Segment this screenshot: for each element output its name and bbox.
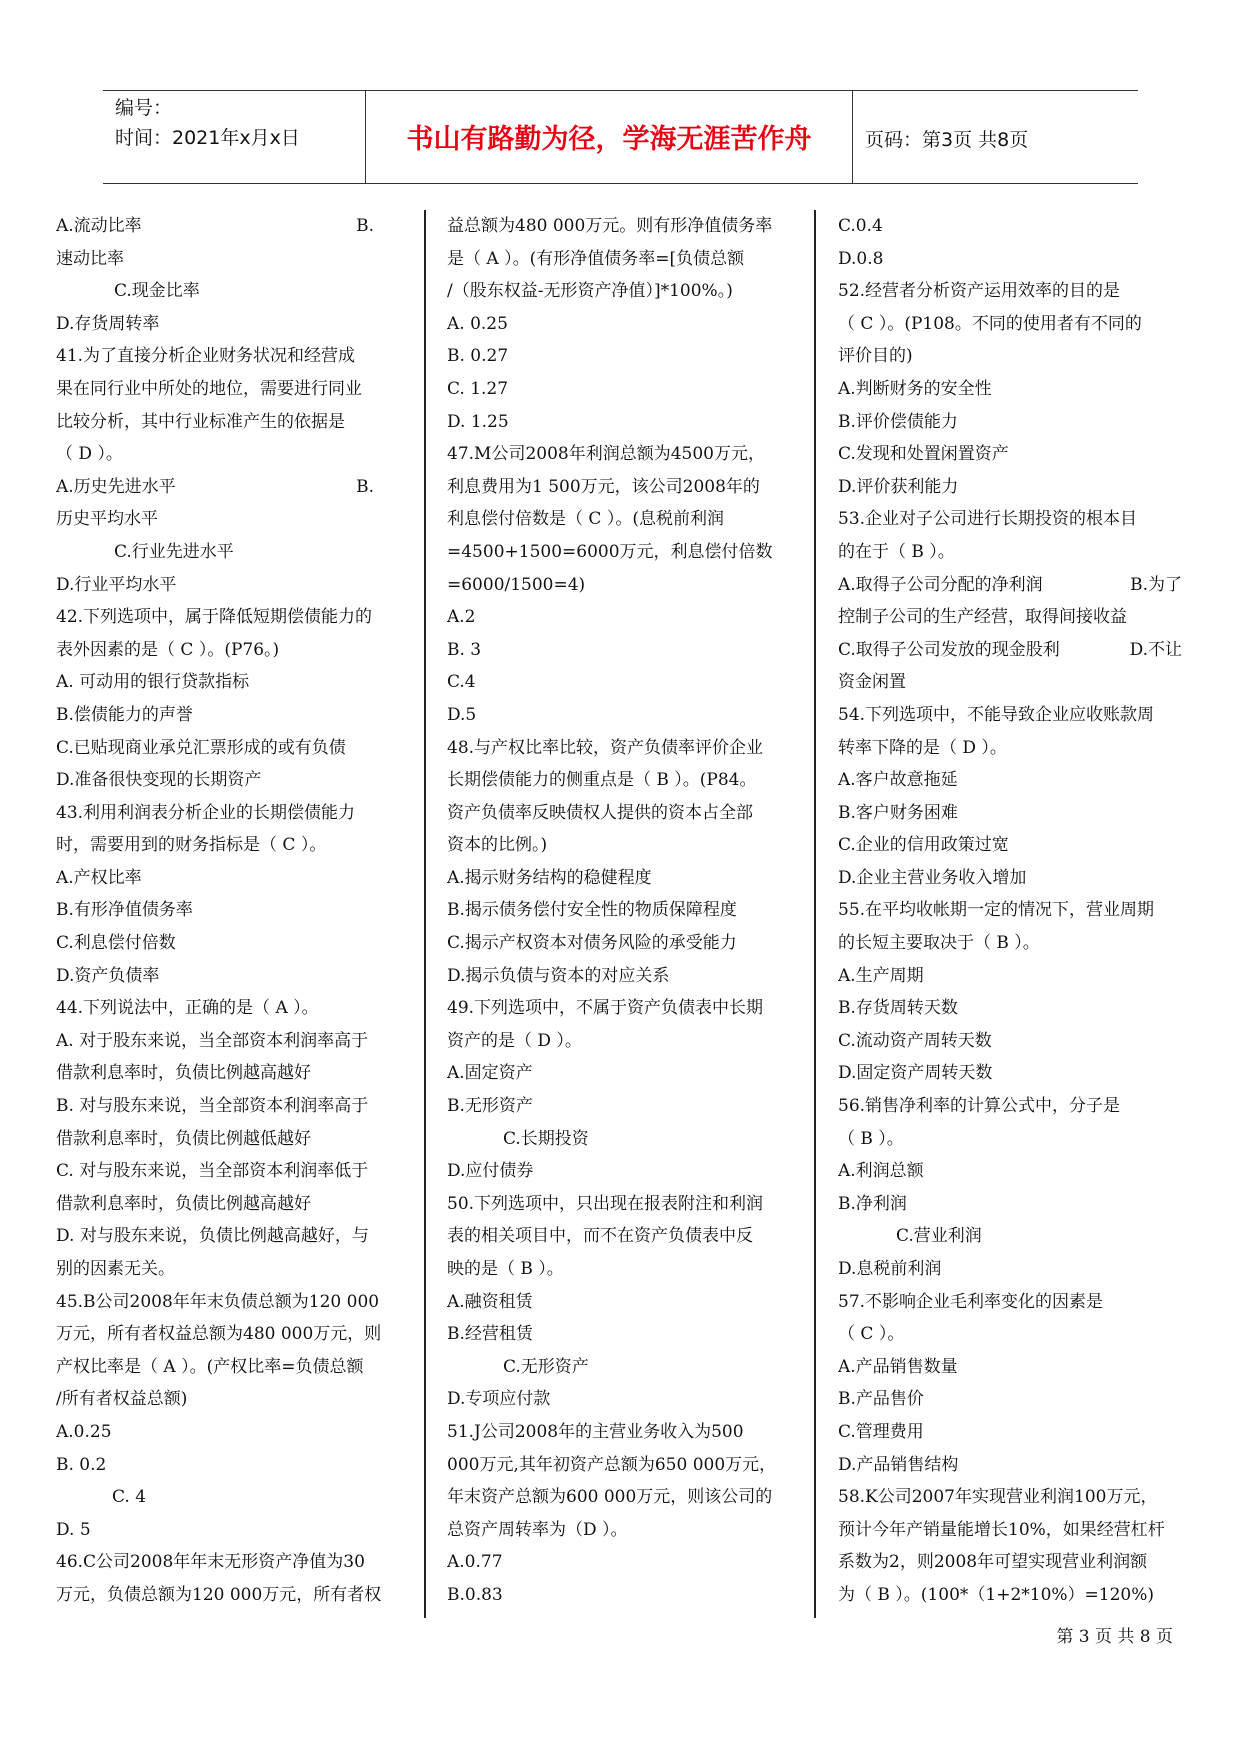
option-line: B.客户财务困难 <box>838 802 958 823</box>
question-line: =6000/1500=4) <box>447 574 586 595</box>
question-line: 42.下列选项中，属于降低短期偿债能力的 <box>56 607 373 628</box>
question-line: 映的是（ B ）。 <box>447 1259 564 1279</box>
question-line: 时，需要用到的财务指标是（ C ）。 <box>56 835 327 856</box>
question-line: 产权比率是（ A ）。(产权比率=负债总额 <box>56 1356 364 1377</box>
option-line: 别的因素无关。 <box>56 1259 175 1279</box>
question-line: 的在于（ B ）。 <box>838 541 955 562</box>
question-line: 果在同行业中所处的地位，需要进行同业 <box>56 378 362 399</box>
header-motto-cell <box>365 91 853 183</box>
option-line: A. 可动用的银行贷款指标 <box>56 672 250 693</box>
option-line: B.无形资产 <box>447 1096 533 1117</box>
question-line: 58.K公司2007年实现营业利润100万元， <box>838 1487 1158 1508</box>
question-line: 年末资产总额为600 000万元，则该公司的 <box>447 1487 773 1508</box>
question-line: 利息费用为1 500万元，该公司2008年的 <box>447 476 760 497</box>
question-line: 46.C公司2008年年末无形资产净值为30 <box>56 1552 365 1573</box>
option-line: C.企业的信用政策过宽 <box>838 835 1009 856</box>
question-line: 表外因素的是（ C ）。(P76。) <box>56 639 280 660</box>
question-line: 表的相关项目中，而不在资产负债表中反 <box>447 1226 753 1247</box>
option-line: B.偿债能力的声誉 <box>56 704 193 725</box>
option-line: A. 对于股东来说，当全部资本利润率高于 <box>56 1030 369 1051</box>
option-line: B.净利润 <box>838 1193 907 1214</box>
option-line: B.揭示债务偿付安全性的物质保障程度 <box>447 900 737 921</box>
option-line: C.管理费用 <box>838 1421 924 1442</box>
option-line: 历史平均水平 <box>56 509 158 530</box>
option-line: C.揭示产权资本对债务风险的承受能力 <box>447 933 737 954</box>
question-line: 预计今年产销量能增长10%，如果经营杠杆 <box>838 1519 1165 1540</box>
question-line: 是（ A ）。(有形净值债务率=[负债总额 <box>447 248 745 269</box>
option-line: B.产品售价 <box>838 1389 924 1410</box>
option-line: B.存货周转天数 <box>838 998 958 1019</box>
option-line: B. 对与股东来说，当全部资本利润率高于 <box>56 1096 369 1117</box>
question-line: 50.下列选项中，只出现在报表附注和利润 <box>447 1193 764 1214</box>
question-line: 为（ B ）。(100*（1+2*10%）=120%) <box>838 1584 1155 1605</box>
page-footer: 第 3 页 共 8 页 <box>1056 1627 1173 1647</box>
question-line: （ C ）。(P108。不同的使用者有不同的 <box>838 313 1142 334</box>
question-line: 51.J公司2008年的主营业务收入为500 <box>447 1421 744 1442</box>
option-line: C.利息偿付倍数 <box>56 933 176 954</box>
question-line: 55.在平均收帐期一定的情况下，营业周期 <box>838 900 1155 921</box>
question-line: 益总额为480 000万元。则有形净值债务率 <box>447 216 773 236</box>
option-line: 借款利息率时，负债比例越高越好 <box>56 1063 311 1084</box>
option-line: C.已贴现商业承兑汇票形成的或有负债 <box>56 737 346 758</box>
option-line: A. 0.25 <box>447 313 508 334</box>
question-line: 41.为了直接分析企业财务状况和经营成 <box>56 346 356 367</box>
option-line: C.无形资产 <box>503 1356 589 1377</box>
header-page-cell <box>853 91 1138 183</box>
question-line: =4500+1500=6000万元，利息偿付倍数 <box>447 541 773 562</box>
option-line: B. 0.27 <box>447 346 509 367</box>
option-line: A.产品销售数量 <box>838 1356 958 1377</box>
option-line: 资金闲置 <box>838 672 906 693</box>
option-line: D.揭示负债与资本的对应关系 <box>447 965 670 986</box>
question-line: 48.与产权比率比较，资产负债率评价企业 <box>447 737 764 758</box>
column-right <box>838 210 1192 1616</box>
question-line: 总资产周转率为（D ）。 <box>447 1519 628 1540</box>
question-line: 利息偿付倍数是（ C ）。(息税前利润 <box>447 509 724 530</box>
question-line: 资本的比例。) <box>447 835 548 856</box>
option-line: A.2 <box>447 607 476 628</box>
option-line: C.流动资产周转天数 <box>838 1030 992 1051</box>
option-line: C.营业利润 <box>896 1226 982 1247</box>
question-line: 56.销售净利率的计算公式中，分子是 <box>838 1096 1121 1117</box>
option-line: A.取得子公司分配的净利润 B.为了 <box>838 574 1182 595</box>
question-line: 评价目的) <box>838 346 913 367</box>
option-line: 借款利息率时，负债比例越低越好 <box>56 1128 311 1149</box>
column-left <box>56 210 410 1616</box>
option-line: C.发现和处置闲置资产 <box>838 444 1009 465</box>
option-line: 借款利息率时，负债比例越高越好 <box>56 1193 311 1214</box>
header-meta <box>103 91 365 183</box>
option-line: D.息税前利润 <box>838 1259 942 1279</box>
serial-number-label: 编号： <box>115 97 173 119</box>
question-line: 的长短主要取决于（ B ）。 <box>838 933 1040 954</box>
option-line: D.企业主营业务收入增加 <box>838 867 1027 888</box>
option-line: B.有形净值债务率 <box>56 900 193 921</box>
question-line: 45.B公司2008年年末负债总额为120 000 <box>56 1291 380 1312</box>
question-line: 系数为2，则2008年可望实现营业利润额 <box>838 1552 1148 1573</box>
question-line: 47.M公司2008年利润总额为4500万元， <box>447 444 765 465</box>
option-line: D.资产负债率 <box>56 965 160 986</box>
question-line: 资产的是（ D ）。 <box>447 1030 582 1051</box>
question-line: 44.下列说法中，正确的是（ A ）。 <box>56 998 319 1019</box>
option-line: B.经营租赁 <box>447 1324 533 1345</box>
option-line: A.流动比率 B. <box>56 216 374 236</box>
option-line: B.评价偿债能力 <box>838 411 958 432</box>
option-line: D. 5 <box>56 1519 91 1540</box>
option-line: D.产品销售结构 <box>838 1454 959 1475</box>
option-line: A.融资租赁 <box>447 1291 533 1312</box>
option-line: A.产权比率 <box>56 867 142 888</box>
option-line: C.现金比率 <box>114 281 200 302</box>
question-line: 43.利用利润表分析企业的长期偿债能力 <box>56 802 356 823</box>
question-line: 转率下降的是（ D ）。 <box>838 737 1007 758</box>
question-line: 比较分析，其中行业标准产生的依据是 <box>56 411 345 432</box>
option-line: C.取得子公司发放的现金股利 D.不让 <box>838 639 1182 660</box>
option-line: D.行业平均水平 <box>56 574 177 595</box>
option-line: C. 1.27 <box>447 378 509 399</box>
option-line: D. 1.25 <box>447 411 509 432</box>
question-line: 万元，所有者权益总额为480 000万元，则 <box>56 1324 382 1345</box>
option-line: D.应付债券 <box>447 1161 534 1182</box>
option-line: D. 对与股东来说，负债比例越高越好，与 <box>56 1226 369 1247</box>
question-line: 长期偿债能力的侧重点是（ B ）。(P84。 <box>447 770 757 791</box>
header-date: 时间：2021年x月x日 <box>115 127 300 149</box>
question-line: 资产负债率反映债权人提供的资本占全部 <box>447 802 753 823</box>
question-line: （ D ）。 <box>56 444 123 465</box>
option-line: A.利润总额 <box>838 1161 924 1182</box>
option-line: B. 0.2 <box>56 1454 107 1475</box>
page-header <box>103 90 1138 184</box>
column-divider <box>424 210 426 1618</box>
column-middle <box>447 210 797 1616</box>
option-line: D.评价获利能力 <box>838 476 959 497</box>
column-divider <box>814 210 816 1618</box>
question-line: （ B ）。 <box>838 1128 904 1149</box>
question-line: （ C ）。 <box>838 1324 905 1345</box>
option-line: C.4 <box>447 672 476 693</box>
question-line: 54.下列选项中，不能导致企业应收账款周 <box>838 704 1155 725</box>
option-line: C. 对与股东来说，当全部资本利润率低于 <box>56 1161 369 1182</box>
option-line: A.判断财务的安全性 <box>838 378 992 399</box>
header-motto: 书山有路勤为径，学海无涯苦作舟 <box>406 124 812 155</box>
option-line: B.0.83 <box>447 1584 503 1605</box>
option-line: D.存货周转率 <box>56 313 160 334</box>
option-line: 速动比率 <box>56 248 124 269</box>
option-line: 控制子公司的生产经营，取得间接收益 <box>838 607 1127 628</box>
option-line: A.0.25 <box>56 1421 112 1442</box>
option-line: C.0.4 <box>838 216 883 236</box>
option-line: D.5 <box>447 704 477 725</box>
option-line: D.准备很快变现的长期资产 <box>56 770 262 791</box>
option-line: D.0.8 <box>838 248 884 269</box>
question-line: 57.不影响企业毛利率变化的因素是 <box>838 1291 1104 1312</box>
question-line: /所有者权益总额) <box>56 1389 188 1410</box>
question-line: 53.企业对子公司进行长期投资的根本目 <box>838 509 1138 530</box>
option-line: A.揭示财务结构的稳健程度 <box>447 867 652 888</box>
option-line: B. 3 <box>447 639 482 660</box>
option-line: C.行业先进水平 <box>114 541 234 562</box>
option-line: D.固定资产周转天数 <box>838 1063 993 1084</box>
question-line: 49.下列选项中，不属于资产负债表中长期 <box>447 998 764 1019</box>
option-line: A.固定资产 <box>447 1063 533 1084</box>
option-line: C.长期投资 <box>503 1128 589 1149</box>
question-line: 000万元,其年初资产总额为650 000万元， <box>447 1454 777 1475</box>
option-line: A.客户故意拖延 <box>838 770 958 791</box>
option-line: A.生产周期 <box>838 965 924 986</box>
option-line: A.历史先进水平 B. <box>56 476 374 497</box>
header-page-code: 页码：第3页 共8页 <box>865 129 1029 151</box>
question-line: 万元，负债总额为120 000万元，所有者权 <box>56 1584 382 1605</box>
question-line: 52.经营者分析资产运用效率的目的是 <box>838 281 1121 302</box>
option-line: D.专项应付款 <box>447 1389 551 1410</box>
option-line: A.0.77 <box>447 1552 503 1573</box>
option-line: C. 4 <box>112 1487 147 1508</box>
question-line: /（股东权益-无形资产净值）]*100%。) <box>447 281 733 302</box>
